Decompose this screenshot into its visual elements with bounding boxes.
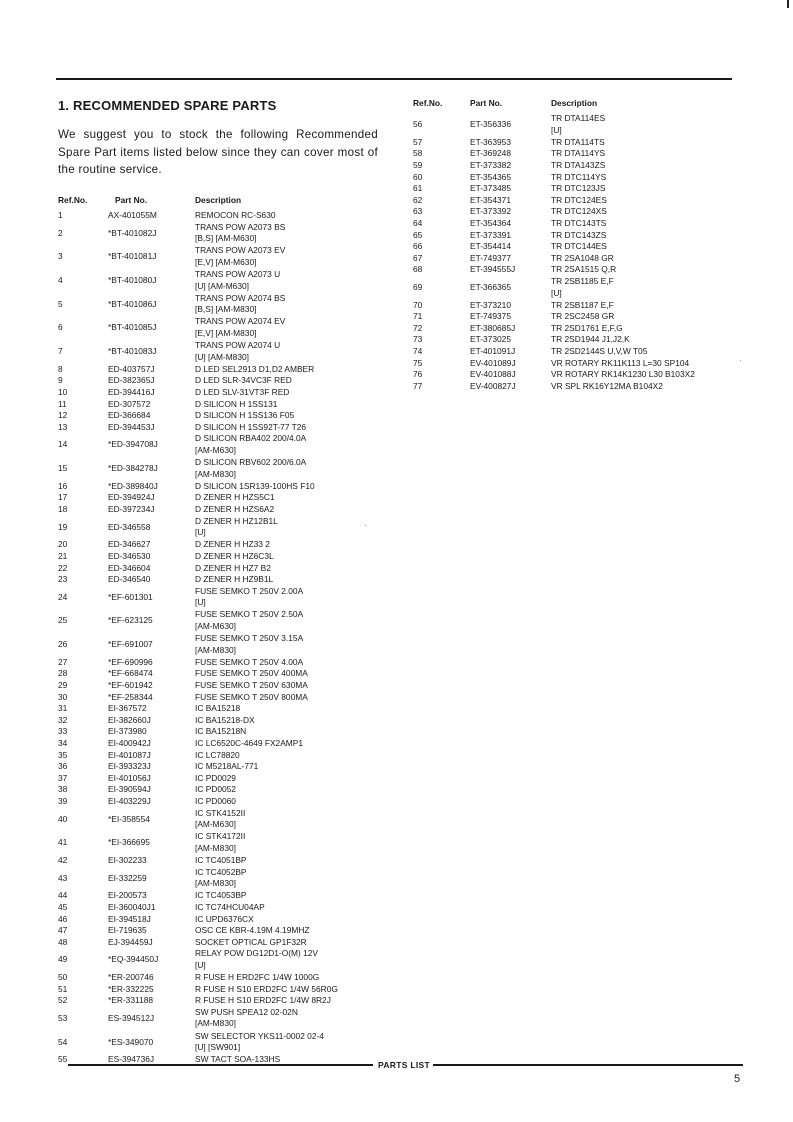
row-description-note: [AM-M830] xyxy=(195,878,236,889)
row-part-no: ET-363953 xyxy=(470,136,511,147)
row-part-no: *EQ-394450J xyxy=(108,954,159,965)
header-part-no: Part No. xyxy=(470,98,503,108)
row-description: IC BA15218N xyxy=(195,726,247,737)
row-part-no: *ES-349070 xyxy=(108,1036,154,1047)
row-part-no: ET-356336 xyxy=(470,119,511,129)
row-ref-no: 70 xyxy=(413,299,423,310)
row-ref-no: 51 xyxy=(58,983,68,994)
row-description: D LED SLR-34VC3F RED xyxy=(195,375,292,386)
row-ref-no: 52 xyxy=(58,995,68,1006)
row-description: VR SPL RK16Y12MA B104X2 xyxy=(551,380,663,391)
header-ref-no: Ref.No. xyxy=(413,98,443,108)
row-part-no: EI-403229J xyxy=(108,796,151,806)
row-description: IC M5218AL-771 xyxy=(195,761,259,772)
row-ref-no: 14 xyxy=(58,439,68,450)
row-part-no: ET-369248 xyxy=(470,148,511,159)
row-ref-no: 69 xyxy=(413,281,423,292)
row-description: REMOCON RC-S630 xyxy=(195,210,276,220)
row-part-no: EI-302233 xyxy=(108,855,147,865)
row-ref-no: 60 xyxy=(413,171,423,182)
row-part-no: ED-346627 xyxy=(108,539,151,550)
row-ref-no: 41 xyxy=(58,837,68,848)
row-part-no: *EF-668474 xyxy=(108,668,153,679)
row-part-no: *EF-258344 xyxy=(108,691,153,702)
row-description: R FUSE H S10 ERD2FC 1/4W 8R2J xyxy=(195,995,331,1006)
row-part-no: *ER-331188 xyxy=(108,995,154,1006)
row-ref-no: 73 xyxy=(413,334,423,345)
row-description: FUSE SEMKO T 250V 4.00A xyxy=(195,656,304,667)
intro-paragraph: We suggest you to stock the following Recommended Spare Part items listed below since they can cover most of the routine service. xyxy=(58,128,378,176)
row-description: TR DTC114YS xyxy=(551,171,607,182)
row-ref-no: 43 xyxy=(58,872,68,883)
row-part-no: EI-401087J xyxy=(108,749,151,760)
row-description: IC TC4051BP xyxy=(195,855,247,865)
row-description: TR 2SA1515 Q,R xyxy=(551,264,617,275)
row-description-note: [AM-M830] xyxy=(195,1018,236,1029)
row-ref-no: 53 xyxy=(58,1012,68,1023)
row-ref-no: 8 xyxy=(58,363,63,374)
row-description-note: [AM-M830] xyxy=(195,468,236,479)
row-ref-no: 42 xyxy=(58,855,68,865)
row-description: IC STK4152II xyxy=(195,807,246,818)
row-part-no: ED-382365J xyxy=(108,375,155,386)
row-part-no: *ER-332225 xyxy=(108,983,154,994)
row-part-no: EI-332259 xyxy=(108,872,147,883)
row-description-note: [E,V] [AM-M830] xyxy=(195,328,257,338)
row-part-no: ET-380685J xyxy=(470,322,516,333)
row-description: IC PD0052 xyxy=(195,784,236,795)
row-description: D SILICON RBV602 200/6.0A xyxy=(195,457,307,468)
row-part-no: ET-354365 xyxy=(470,171,511,182)
row-description: TRANS POW A2074 U xyxy=(195,340,281,351)
row-ref-no: 17 xyxy=(58,492,68,503)
row-ref-no: 33 xyxy=(58,726,68,737)
row-part-no: ED-394416J xyxy=(108,387,155,397)
row-ref-no: 64 xyxy=(413,217,423,228)
row-ref-no: 2 xyxy=(58,227,63,238)
row-part-no: ED-346530 xyxy=(108,550,151,561)
row-part-no: ET-373391 xyxy=(470,229,511,240)
row-part-no: ET-373210 xyxy=(470,299,511,310)
row-ref-no: 19 xyxy=(58,521,68,532)
row-ref-no: 23 xyxy=(58,574,68,585)
row-description: TR DTA114TS xyxy=(551,136,605,147)
footer-label: PARTS LIST xyxy=(378,1060,430,1070)
row-description: D SILICON 1SR139-100HS F10 xyxy=(195,480,315,491)
scan-speck xyxy=(365,525,366,526)
row-ref-no: 66 xyxy=(413,241,423,252)
row-part-no: *ED-384278J xyxy=(108,463,158,474)
row-description-note: [U] [SW901] xyxy=(195,1042,241,1053)
row-description: TRANS POW A2074 BS xyxy=(195,292,286,303)
row-description: D SILICON H 1SS131 xyxy=(195,398,278,409)
row-description: TRANS POW A2074 EV xyxy=(195,316,286,327)
row-part-no: *EF-691007 xyxy=(108,639,153,650)
row-description: IC UPD6376CX xyxy=(195,913,254,924)
row-part-no: *ED-389840J xyxy=(108,480,158,491)
row-part-no: *EI-358554 xyxy=(108,813,150,824)
row-ref-no: 54 xyxy=(58,1036,68,1047)
page-number: 5 xyxy=(734,1073,741,1085)
row-ref-no: 24 xyxy=(58,591,68,602)
row-part-no: ET-749377 xyxy=(470,252,511,263)
row-description: TR 2SD2144S U,V,W T05 xyxy=(551,346,648,356)
row-description: TR DTA143ZS xyxy=(551,159,606,170)
row-description-note: [AM-M830] xyxy=(195,644,236,655)
row-part-no: ED-346558 xyxy=(108,521,151,532)
row-ref-no: 37 xyxy=(58,772,68,783)
row-ref-no: 21 xyxy=(58,550,68,561)
row-description: R FUSE H ERD2FC 1/4W 1000G xyxy=(195,972,320,982)
row-ref-no: 13 xyxy=(58,421,68,432)
row-part-no: AX-401055M xyxy=(108,210,157,220)
row-description-note: [B,S] [AM-M630] xyxy=(195,233,257,244)
row-part-no: EI-393323J xyxy=(108,761,151,772)
row-ref-no: 12 xyxy=(58,410,68,421)
row-description: RELAY POW DG12D1-O(M) 12V xyxy=(195,948,319,959)
footer-rule-right xyxy=(433,1064,743,1066)
row-description: SW SELECTOR YKS11-0002 02-4 xyxy=(195,1030,324,1041)
row-ref-no: 75 xyxy=(413,357,423,368)
row-part-no: EI-401056J xyxy=(108,772,151,783)
row-description: TR DTC124ES xyxy=(551,194,607,205)
row-description: TR DTC143TS xyxy=(551,217,607,228)
scan-speck xyxy=(740,360,741,361)
row-description: TR 2SB1185 E,F xyxy=(551,275,614,286)
row-description: FUSE SEMKO T 250V 2.00A xyxy=(195,585,304,596)
row-description-note: [U] xyxy=(551,124,562,135)
row-ref-no: 16 xyxy=(58,480,68,491)
row-ref-no: 72 xyxy=(413,322,423,333)
row-description: D ZENER H HZ9B1L xyxy=(195,574,274,585)
row-part-no: ET-373025 xyxy=(470,334,511,345)
row-description-note: [U] xyxy=(195,527,206,538)
row-part-no: EI-373980 xyxy=(108,726,147,737)
row-description-note: [U] [AM-M830] xyxy=(195,351,249,362)
row-part-no: EI-400942J xyxy=(108,738,151,748)
row-description: TR DTA114YS xyxy=(551,148,606,159)
row-ref-no: 27 xyxy=(58,656,68,667)
row-part-no: EI-200573 xyxy=(108,890,147,901)
row-ref-no: 38 xyxy=(58,784,68,795)
row-ref-no: 63 xyxy=(413,206,423,217)
row-description: FUSE SEMKO T 250V 400MA xyxy=(195,668,308,679)
row-ref-no: 62 xyxy=(413,194,423,205)
row-part-no: ET-749375 xyxy=(470,311,511,322)
row-description: D ZENER H HZS5C1 xyxy=(195,492,275,503)
row-ref-no: 71 xyxy=(413,311,423,322)
row-description: TR 2SD1944 J1,J2,K xyxy=(551,334,630,345)
row-ref-no: 10 xyxy=(58,387,68,397)
header-ref-no: Ref.No. xyxy=(58,195,88,205)
row-description: SW TACT SOA-133HS xyxy=(195,1054,281,1065)
row-part-no: *BT-401080J xyxy=(108,275,157,285)
row-description: TRANS POW A2073 U xyxy=(195,269,281,279)
row-description-note: [AM-M830] xyxy=(195,842,236,853)
row-ref-no: 9 xyxy=(58,375,63,386)
row-part-no: *EF-601942 xyxy=(108,680,153,690)
top-rule xyxy=(56,78,732,80)
row-part-no: *EI-366695 xyxy=(108,837,150,848)
row-part-no: ET-401091J xyxy=(470,346,516,356)
row-part-no: EI-390594J xyxy=(108,784,151,795)
row-description: IC PD0029 xyxy=(195,772,236,783)
row-part-no: *EF-690996 xyxy=(108,656,153,667)
row-part-no: ED-307572 xyxy=(108,398,151,409)
row-part-no: EV-400827J xyxy=(470,380,516,391)
row-part-no: ED-394924J xyxy=(108,492,155,503)
row-description-note: [U] xyxy=(551,287,562,298)
row-description: VR ROTARY RK11K113 L=30 SP104 xyxy=(551,357,690,368)
row-description: IC TC74HCU04AP xyxy=(195,901,265,912)
row-description-note: [AM-M630] xyxy=(195,621,236,631)
row-ref-no: 28 xyxy=(58,668,68,679)
row-description: IC BA15218-DX xyxy=(195,714,255,725)
row-part-no: ED-346540 xyxy=(108,574,151,585)
row-ref-no: 68 xyxy=(413,264,423,275)
row-description: D ZENER H HZ33 2 xyxy=(195,539,270,550)
row-description: D ZENER H HZ12B1L xyxy=(195,515,278,526)
row-part-no: ES-394512J xyxy=(108,1012,155,1023)
row-part-no: ED-397234J xyxy=(108,504,155,514)
row-part-no: *EF-601301 xyxy=(108,591,153,602)
row-description: IC TC4052BP xyxy=(195,866,247,877)
row-description: D ZENER H HZ7 B2 xyxy=(195,562,271,573)
row-ref-no: 77 xyxy=(413,380,423,391)
row-part-no: ET-373485 xyxy=(470,183,511,194)
row-description: IC LC78820 xyxy=(195,749,240,760)
row-ref-no: 45 xyxy=(58,901,68,912)
row-description: TR 2SC2458 GR xyxy=(551,311,615,322)
row-description: TR DTC123JS xyxy=(551,183,606,194)
row-ref-no: 59 xyxy=(413,159,423,170)
row-ref-no: 22 xyxy=(58,562,68,573)
footer-rule-left xyxy=(68,1064,373,1066)
row-part-no: ED-394453J xyxy=(108,421,155,432)
row-ref-no: 58 xyxy=(413,148,423,159)
row-description: TR DTA114ES xyxy=(551,113,606,123)
row-ref-no: 3 xyxy=(58,251,63,262)
row-description: TR 2SA1048 GR xyxy=(551,252,614,263)
row-description: SW PUSH SPEA12 02-02N xyxy=(195,1006,298,1017)
section-title: 1. RECOMMENDED SPARE PARTS xyxy=(58,98,277,113)
row-ref-no: 57 xyxy=(413,136,423,147)
header-description: Description xyxy=(551,98,598,108)
row-ref-no: 50 xyxy=(58,972,68,982)
row-part-no: ED-403757J xyxy=(108,363,155,374)
row-part-no: ET-373392 xyxy=(470,206,511,217)
row-part-no: EI-382660J xyxy=(108,714,151,725)
row-ref-no: 32 xyxy=(58,714,68,725)
row-ref-no: 20 xyxy=(58,539,68,550)
corner-mark xyxy=(787,0,789,8)
row-part-no: ES-394736J xyxy=(108,1054,155,1065)
row-description: FUSE SEMKO T 250V 3.15A xyxy=(195,633,304,644)
row-ref-no: 47 xyxy=(58,925,68,936)
row-description: FUSE SEMKO T 250V 800MA xyxy=(195,691,308,702)
row-description: TR 2SB1187 E,F xyxy=(551,299,614,310)
row-description: D LED SLV-31VT3F RED xyxy=(195,387,290,397)
row-ref-no: 48 xyxy=(58,936,68,947)
row-ref-no: 40 xyxy=(58,813,68,824)
row-description-note: [E,V] [AM-M630] xyxy=(195,256,257,267)
row-part-no: EJ-394459J xyxy=(108,936,153,947)
row-ref-no: 11 xyxy=(58,398,67,409)
row-ref-no: 5 xyxy=(58,298,63,309)
row-part-no: *ER-200746 xyxy=(108,972,154,982)
row-ref-no: 29 xyxy=(58,680,68,690)
row-description: D ZENER H HZS6A2 xyxy=(195,504,275,514)
row-description: TR DTC143ZS xyxy=(551,229,607,240)
row-part-no: *BT-401086J xyxy=(108,298,157,309)
row-part-no: EI-719635 xyxy=(108,925,147,936)
row-ref-no: 1 xyxy=(58,210,63,220)
row-description: D SILICON RBA402 200/4.0A xyxy=(195,433,307,444)
row-part-no: ET-354414 xyxy=(470,241,511,252)
row-ref-no: 25 xyxy=(58,615,68,626)
row-description: TR DTC144ES xyxy=(551,241,607,252)
row-ref-no: 67 xyxy=(413,252,423,263)
row-description-note: [U] [AM-M630] xyxy=(195,280,249,291)
row-part-no: ET-373382 xyxy=(470,159,511,170)
row-description: D ZENER H HZ6C3L xyxy=(195,550,274,561)
row-ref-no: 39 xyxy=(58,796,68,806)
row-description: IC STK4172II xyxy=(195,831,246,842)
row-ref-no: 18 xyxy=(58,504,68,514)
header-part-no: Part No. xyxy=(115,195,148,205)
row-part-no: *BT-401085J xyxy=(108,322,157,333)
row-part-no: EI-394518J xyxy=(108,913,151,924)
row-ref-no: 6 xyxy=(58,322,63,333)
row-ref-no: 56 xyxy=(413,119,423,129)
row-part-no: ET-354371 xyxy=(470,194,511,205)
row-ref-no: 26 xyxy=(58,639,68,650)
row-description: TRANS POW A2073 EV xyxy=(195,245,286,256)
row-part-no: *EF-623125 xyxy=(108,615,153,626)
row-ref-no: 46 xyxy=(58,913,68,924)
row-ref-no: 74 xyxy=(413,346,423,356)
row-ref-no: 76 xyxy=(413,369,423,380)
row-description: OSC CE KBR-4.19M 4.19MHZ xyxy=(195,925,310,936)
row-ref-no: 31 xyxy=(58,703,68,714)
row-part-no: *BT-401083J xyxy=(108,346,157,357)
row-ref-no: 7 xyxy=(58,346,63,357)
row-description-note: [AM-M630] xyxy=(195,445,236,455)
row-description: TRANS POW A2073 BS xyxy=(195,221,286,232)
row-description: SOCKET OPTICAL GP1F32R xyxy=(195,936,307,947)
row-description: IC BA15218 xyxy=(195,703,241,714)
row-description: D SILICON H 1SS136 F05 xyxy=(195,410,295,421)
row-description-note: [U] xyxy=(195,959,206,970)
row-description: D LED SEL2913 D1,D2 AMBER xyxy=(195,363,315,374)
row-ref-no: 44 xyxy=(58,890,68,901)
row-part-no: *ED-394708J xyxy=(108,439,158,450)
row-ref-no: 36 xyxy=(58,761,68,772)
row-description-note: [B,S] [AM-M830] xyxy=(195,304,257,315)
row-part-no: EI-367572 xyxy=(108,703,147,714)
row-ref-no: 4 xyxy=(58,275,63,285)
row-description: TR 2SD1761 E,F,G xyxy=(551,322,623,333)
row-part-no: EV-401089J xyxy=(470,357,516,368)
row-ref-no: 30 xyxy=(58,691,68,702)
row-description: IC LC6520C-4649 FX2AMP1 xyxy=(195,738,303,748)
row-ref-no: 35 xyxy=(58,749,68,760)
row-description-note: [U] xyxy=(195,597,206,608)
row-description: IC TC4053BP xyxy=(195,890,247,901)
row-ref-no: 61 xyxy=(413,183,423,194)
row-part-no: ED-346604 xyxy=(108,562,151,573)
row-description: VR ROTARY RK14K1230 L30 B103X2 xyxy=(551,369,695,380)
row-description: R FUSE H S10 ERD2FC 1/4W 56R0G xyxy=(195,983,338,994)
row-part-no: ET-366365 xyxy=(470,281,511,292)
row-ref-no: 34 xyxy=(58,738,68,748)
header-description: Description xyxy=(195,195,242,205)
row-part-no: *BT-401081J xyxy=(108,251,157,262)
row-description: TR DTC124XS xyxy=(551,206,607,217)
row-ref-no: 55 xyxy=(58,1054,68,1065)
row-ref-no: 15 xyxy=(58,463,68,474)
row-ref-no: 49 xyxy=(58,954,68,965)
row-description-note: [AM-M630] xyxy=(195,819,236,830)
row-part-no: EI-360040J1 xyxy=(108,901,156,912)
row-part-no: ET-354364 xyxy=(470,217,511,228)
row-part-no: EV-401088J xyxy=(470,369,516,380)
row-description: FUSE SEMKO T 250V 630MA xyxy=(195,680,308,690)
row-ref-no: 65 xyxy=(413,229,423,240)
row-description: FUSE SEMKO T 250V 2.50A xyxy=(195,609,304,620)
row-description: IC PD0060 xyxy=(195,796,236,806)
row-part-no: ET-394555J xyxy=(470,264,516,275)
row-part-no: *BT-401082J xyxy=(108,227,157,238)
row-part-no: ED-366684 xyxy=(108,410,151,421)
row-description: D SILICON H 1SS92T-77 T26 xyxy=(195,421,307,432)
